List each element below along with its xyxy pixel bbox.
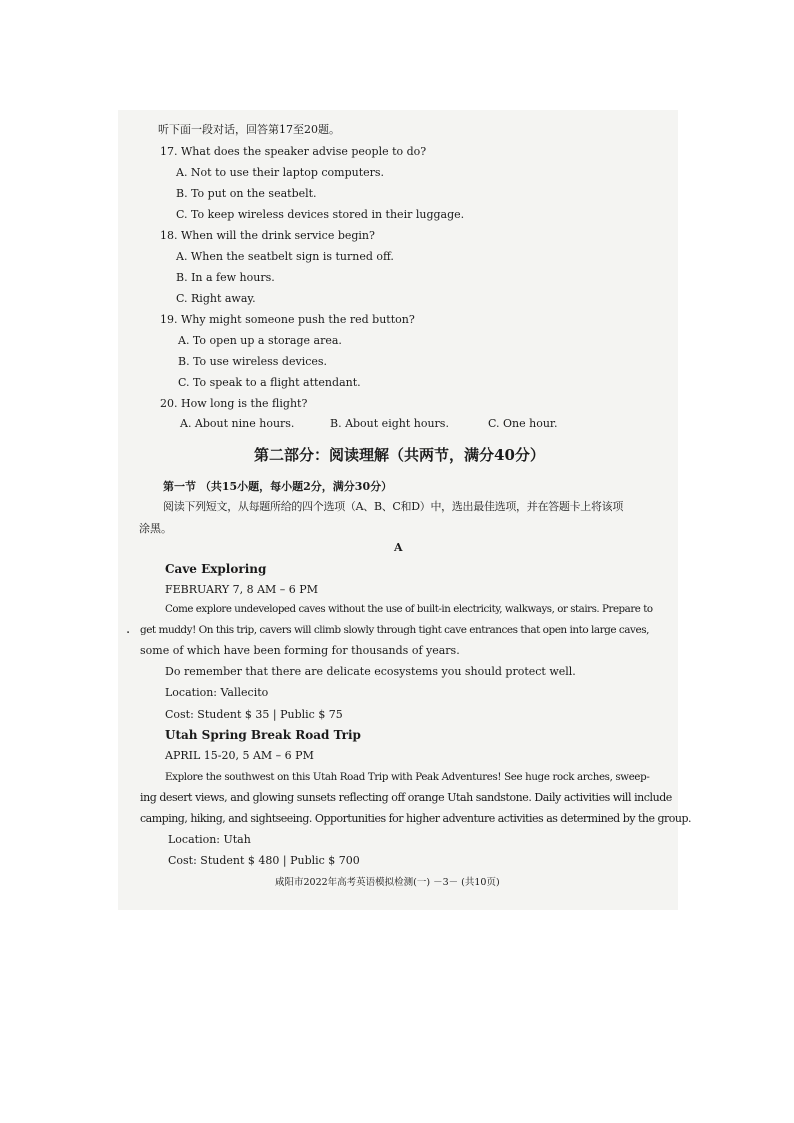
trip-cave-title: Cave Exploring [165, 562, 267, 576]
q18-option-c: C. Right away. [176, 292, 256, 305]
trip-utah-title: Utah Spring Break Road Trip [165, 728, 361, 742]
q19-option-c: C. To speak to a flight attendant. [178, 376, 361, 389]
trip-utah-desc-line3: camping, hiking, and sightseeing. Opportunities for higher adventure activities as determined by the group. [140, 812, 692, 825]
listening-intro: 听下面一段对话，回答第17至20题。 [158, 123, 340, 136]
q20-option-b: B. About eight hours. [330, 417, 449, 430]
margin-dot: . [126, 622, 131, 637]
q18-option-b: B. In a few hours. [176, 271, 275, 284]
section1-heading: 第一节 （共15小题，每小题2分，满分30分） [163, 480, 393, 493]
trip-utah-date: APRIL 15-20, 5 AM – 6 PM [165, 749, 314, 762]
question-20: 20. How long is the flight? [160, 397, 308, 410]
trip-utah-desc-line1: Explore the southwest on this Utah Road Trip with Peak Adventures! See huge rock arches, sweep- [165, 771, 650, 783]
q17-option-c: C. To keep wireless devices stored in their luggage. [176, 208, 465, 221]
trip-cave-desc-line3: some of which have been forming for thousands of years. [140, 644, 460, 657]
reading-instruction-line2: 涂黑。 [139, 522, 172, 535]
page-footer: 咸阳市2022年高考英语模拟检测(一) －3－ (共10页) [275, 877, 500, 888]
trip-utah-location: Location: Utah [168, 833, 251, 846]
part2-title: 第二部分：阅读理解（共两节，满分40分） [254, 446, 545, 464]
passage-label-a: A [394, 541, 403, 554]
q20-option-a: A. About nine hours. [180, 417, 295, 430]
trip-utah-desc-line2: ing desert views, and glowing sunsets reflecting off orange Utah sandstone. Daily activities will include [140, 791, 672, 804]
trip-cave-desc-line2: get muddy! On this trip, cavers will climb slowly through tight cave entrances that open into large caves, [140, 624, 649, 636]
trip-cave-desc-line1: Come explore undeveloped caves without the use of built-in electricity, walkways, or stairs. Prepare to [165, 603, 653, 615]
trip-cave-note: Do remember that there are delicate ecosystems you should protect well. [165, 665, 576, 678]
question-18: 18. When will the drink service begin? [160, 229, 375, 242]
q19-option-b: B. To use wireless devices. [178, 355, 328, 368]
q18-option-a: A. When the seatbelt sign is turned off. [176, 250, 394, 263]
question-19: 19. Why might someone push the red button? [160, 313, 415, 326]
q20-option-c: C. One hour. [488, 417, 558, 430]
trip-cave-location: Location: Vallecito [165, 686, 269, 699]
question-17: 17. What does the speaker advise people to do? [160, 145, 427, 158]
q17-option-b: B. To put on the seatbelt. [176, 187, 317, 200]
reading-instruction-line1: 阅读下列短文，从每题所给的四个选项（A、B、C和D）中，选出最佳选项，并在答题卡上将该项 [163, 500, 624, 513]
q19-option-a: A. To open up a storage area. [178, 334, 342, 347]
trip-utah-cost: Cost: Student $ 480 | Public $ 700 [168, 854, 360, 867]
q17-option-a: A. Not to use their laptop computers. [176, 166, 385, 179]
trip-cave-date: FEBRUARY 7, 8 AM – 6 PM [165, 583, 318, 596]
trip-cave-cost: Cost: Student $ 35 | Public $ 75 [165, 708, 343, 721]
